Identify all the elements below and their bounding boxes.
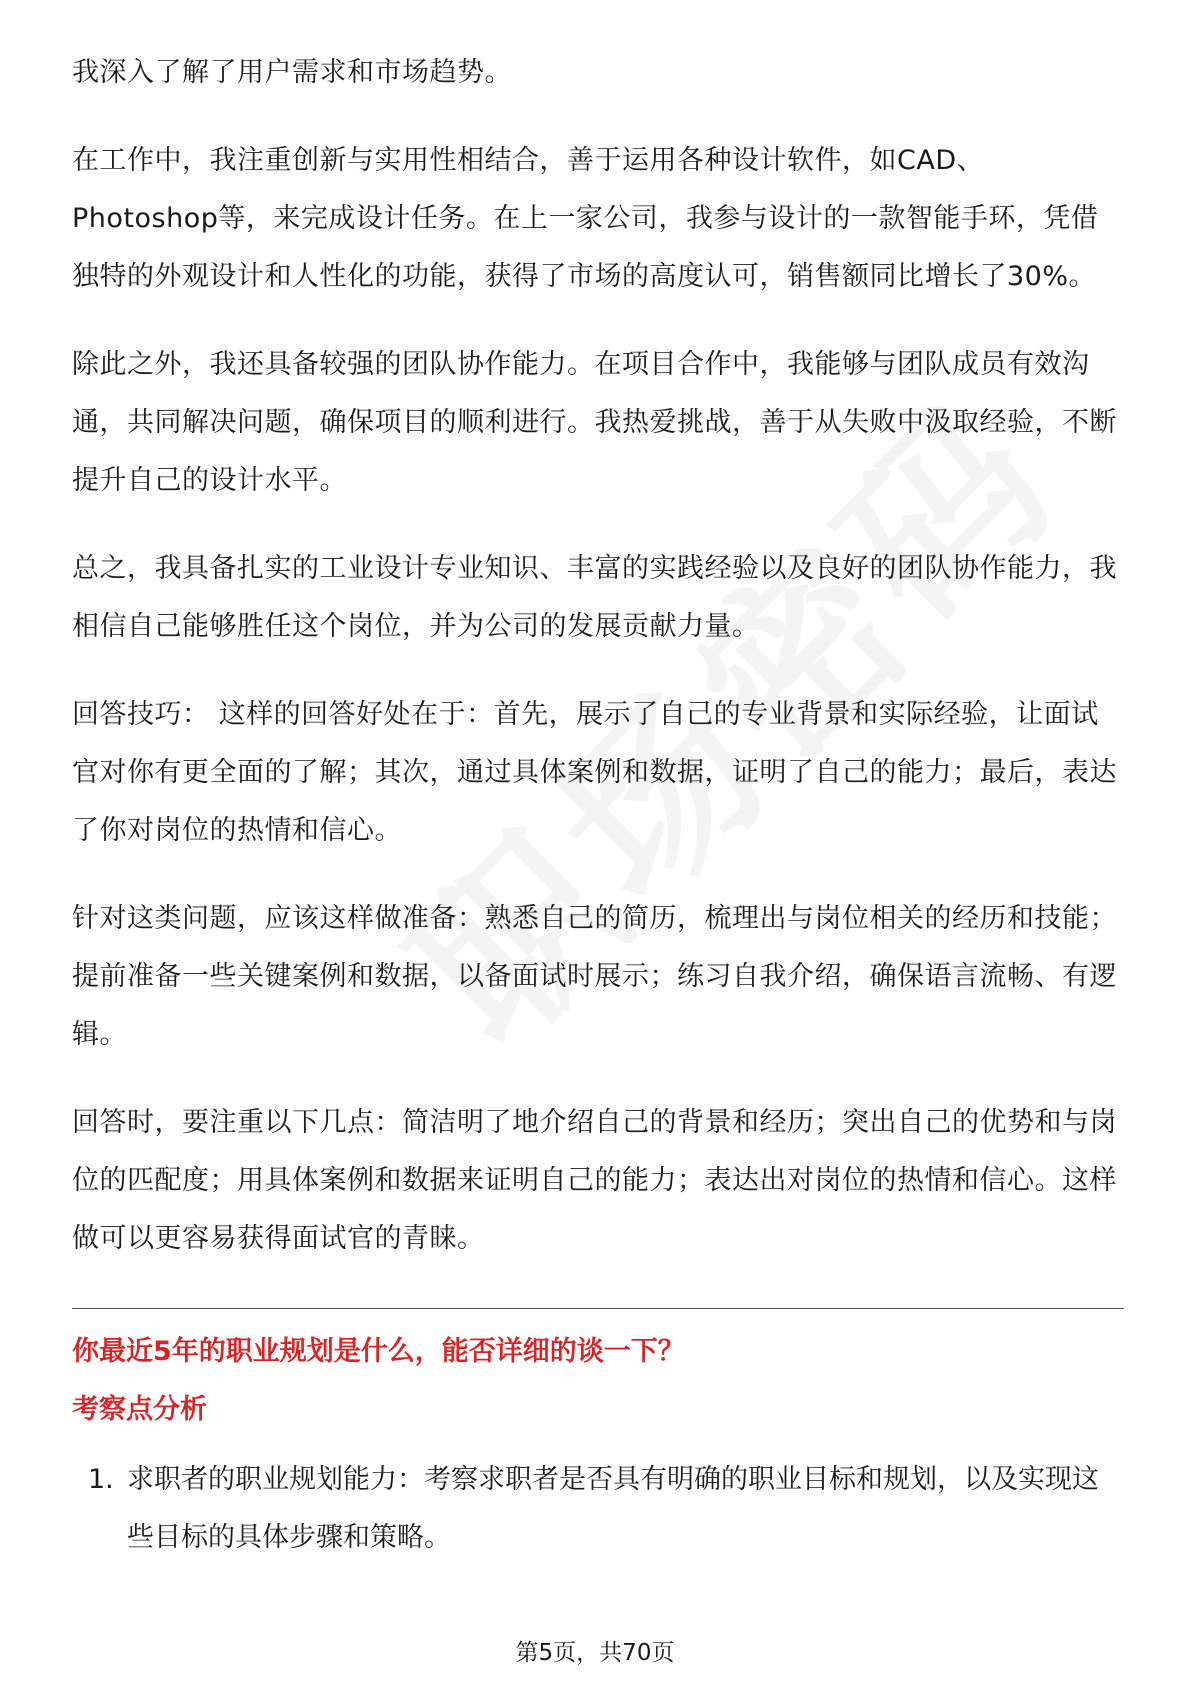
paragraph: 针对这类问题，应该这样做准备：熟悉自己的简历，梳理出与岗位相关的经历和技能；提前准备一些关键案例和数据，以备面试时展示；练习自我介绍，确保语言流畅、有逻辑。 [72, 903, 1117, 1050]
section-divider [72, 1308, 1124, 1309]
question-heading: 你最近5年的职业规划是什么，能否详细的谈一下？ [72, 1336, 685, 1367]
list-item-number: 1. [88, 1464, 114, 1495]
list-item [72, 1451, 1124, 1567]
list-item-text: 求职者的职业规划能力：考察求职者是否具有明确的职业目标和规划，以及实现这些目标的具体步骤和策略。 [127, 1464, 1099, 1553]
paragraph: 回答技巧： 这样的回答好处在于：首先，展示了自己的专业背景和实际经验，让面试官对你有更全面的了解；其次，通过具体案例和数据，证明了自己的能力；最后，表达了你对岗位的热情和信心。 [72, 699, 1117, 846]
page-footer: 第5页，共70页 [515, 1640, 675, 1666]
paragraph: 回答时，要注重以下几点：简洁明了地介绍自己的背景和经历；突出自己的优势和与岗位的匹配度；用具体案例和数据来证明自己的能力；表达出对岗位的热情和信心。这样做可以更容易获得面试官的青睐。 [72, 1107, 1117, 1254]
paragraph: 总之，我具备扎实的工业设计专业知识、丰富的实践经验以及良好的团队协作能力，我相信自己能够胜任这个岗位，并为公司的发展贡献力量。 [72, 553, 1117, 642]
paragraph: 除此之外，我还具备较强的团队协作能力。在项目合作中，我能够与团队成员有效沟通，共同解决问题，确保项目的顺利进行。我热爱挑战，善于从失败中汲取经验，不断提升自己的设计水平。 [72, 349, 1117, 496]
page-content [72, 44, 1124, 1567]
paragraph: 我深入了解了用户需求和市场趋势。 [72, 57, 512, 88]
paragraph: 在工作中，我注重创新与实用性相结合，善于运用各种设计软件，如CAD、Photoshop等，来完成设计任务。在上一家公司，我参与设计的一款智能手环，凭借独特的外观设计和人性化的功能，获得了市场的高度认可，销售额同比增长了30%。 [72, 145, 1099, 292]
section-title: 考察点分析 [72, 1394, 207, 1425]
